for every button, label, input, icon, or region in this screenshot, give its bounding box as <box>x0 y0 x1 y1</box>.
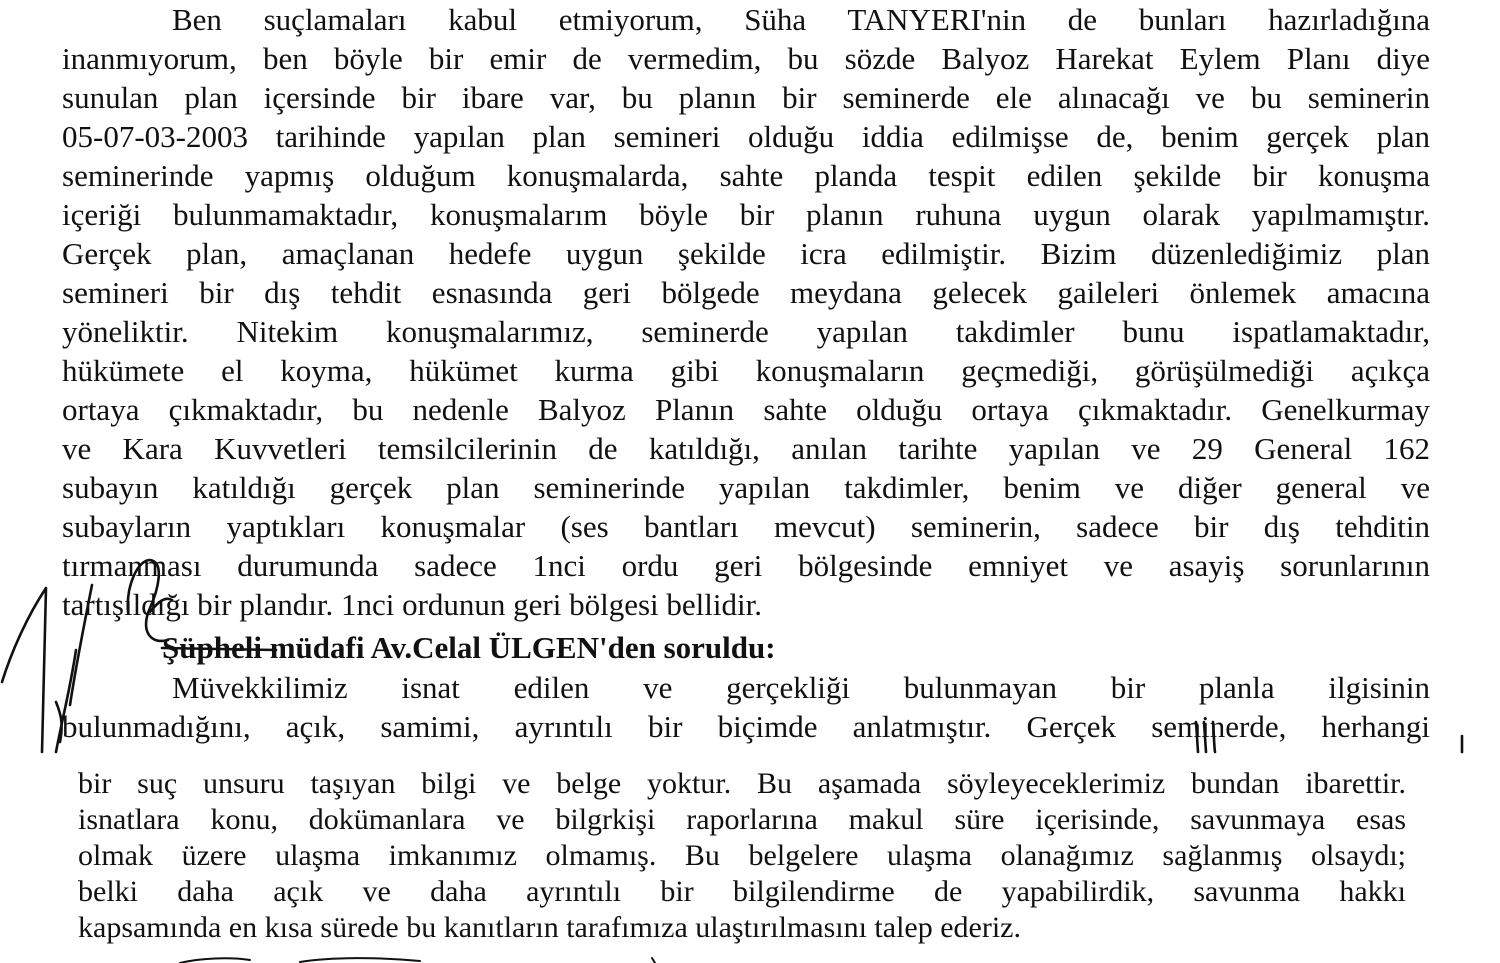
text-line: inanmıyorum, ben böyle bir emir de vermedim, bu sözde Balyoz Harekat Eylem Planı diye <box>62 41 1430 76</box>
text-line: tırmanması durumunda sadece 1nci ordu geri bölgesinde emniyet ve asayiş sorunlarının <box>62 548 1430 583</box>
text-line: subayların yaptıkları konuşmalar (ses bantları mevcut) seminerin, sadece bir dış tehditin <box>62 509 1430 544</box>
cropped-text-fragment <box>180 958 250 963</box>
signature-stroke <box>56 702 62 742</box>
text-line: sunulan plan içersinde bir ibare var, bu planın bir seminerde ele alınacağı ve bu seminerin <box>62 80 1430 115</box>
text-line: subayın katıldığı gerçek plan seminerinde yapılan takdimler, benim ve diğer general ve <box>62 470 1430 505</box>
text-line: Ben suçlamaları kabul etmiyorum, Süha TANYERI'nin de bunları hazırladığına <box>172 2 1430 37</box>
section-heading: Şüpheli müdafi Av.Celal ÜLGEN'den soruldu: <box>162 630 776 665</box>
text-line: Gerçek plan, amaçlanan hedefe uygun şekilde icra edilmiştir. Bizim düzenlediğimiz plan <box>62 236 1430 271</box>
text-line: bir suç unsuru taşıyan bilgi ve belge yoktur. Bu aşamada söyleyeceklerimiz bundan ibarettir. <box>78 767 1406 800</box>
text-line: ve Kara Kuvvetleri temsilcilerinin de katıldığı, anılan tarihte yapılan ve 29 General 162 <box>62 431 1430 466</box>
text-line: semineri bir dış tehdit esnasında geri bölgede meydana gelecek gaileleri önlemek amacına <box>62 275 1430 310</box>
signature-stroke <box>2 588 46 752</box>
text-line: belki daha açık ve daha ayrıntılı bir bilgilendirme de yapabilirdik, savunma hakkı <box>78 875 1406 908</box>
text-line: bulunmadığını, açık, samimi, ayrıntılı bir biçimde anlatmıştır. Gerçek seminerde, herhangi <box>62 709 1430 744</box>
text-line: isnatlara konu, dokümanlara ve bilgrkişi raporlarına makul süre içerisinde, savunmaya esas <box>78 803 1406 836</box>
text-line: 05-07-03-2003 tarihinde yapılan plan semineri olduğu iddia edilmişse de, benim gerçek plan <box>62 119 1430 154</box>
text-line: olmak üzere ulaşma imkanımız olmamış. Bu belgelere ulaşma olanağımız sağlanmış olsaydı; <box>78 839 1406 872</box>
cropped-text-fragment <box>300 958 420 962</box>
scan-page-gap <box>0 752 1500 766</box>
cropped-text-fragment <box>652 958 655 963</box>
text-line: içeriği bulunmamaktadır, konuşmalarım böyle bir planın ruhuna uygun olarak yapılmamıştır. <box>62 197 1430 232</box>
text-line: hükümete el koyma, hükümet kurma gibi konuşmaların geçmediği, görüşülmediği açıkça <box>62 353 1430 388</box>
text-line: Müvekkilimiz isnat edilen ve gerçekliği bulunmayan bir planla ilgisinin <box>172 670 1430 705</box>
text-line: tartışıldığı bir plandır. 1nci ordunun geri bölgesi bellidir. <box>62 587 762 622</box>
text-line: ortaya çıkmaktadır, bu nedenle Balyoz Planın sahte olduğu ortaya çıkmaktadır. Genelkurmay <box>62 392 1430 427</box>
text-line: yöneliktir. Nitekim konuşmalarımız, seminerde yapılan takdimler bunu ispatlamaktadır, <box>62 314 1430 349</box>
text-line: seminerinde yapmış olduğum konuşmalarda, sahte planda tespit edilen şekilde bir konuşma <box>62 158 1430 193</box>
text-line: kapsamında en kısa sürede bu kanıtların tarafımıza ulaştırılmasını talep ederiz. <box>78 911 1021 944</box>
